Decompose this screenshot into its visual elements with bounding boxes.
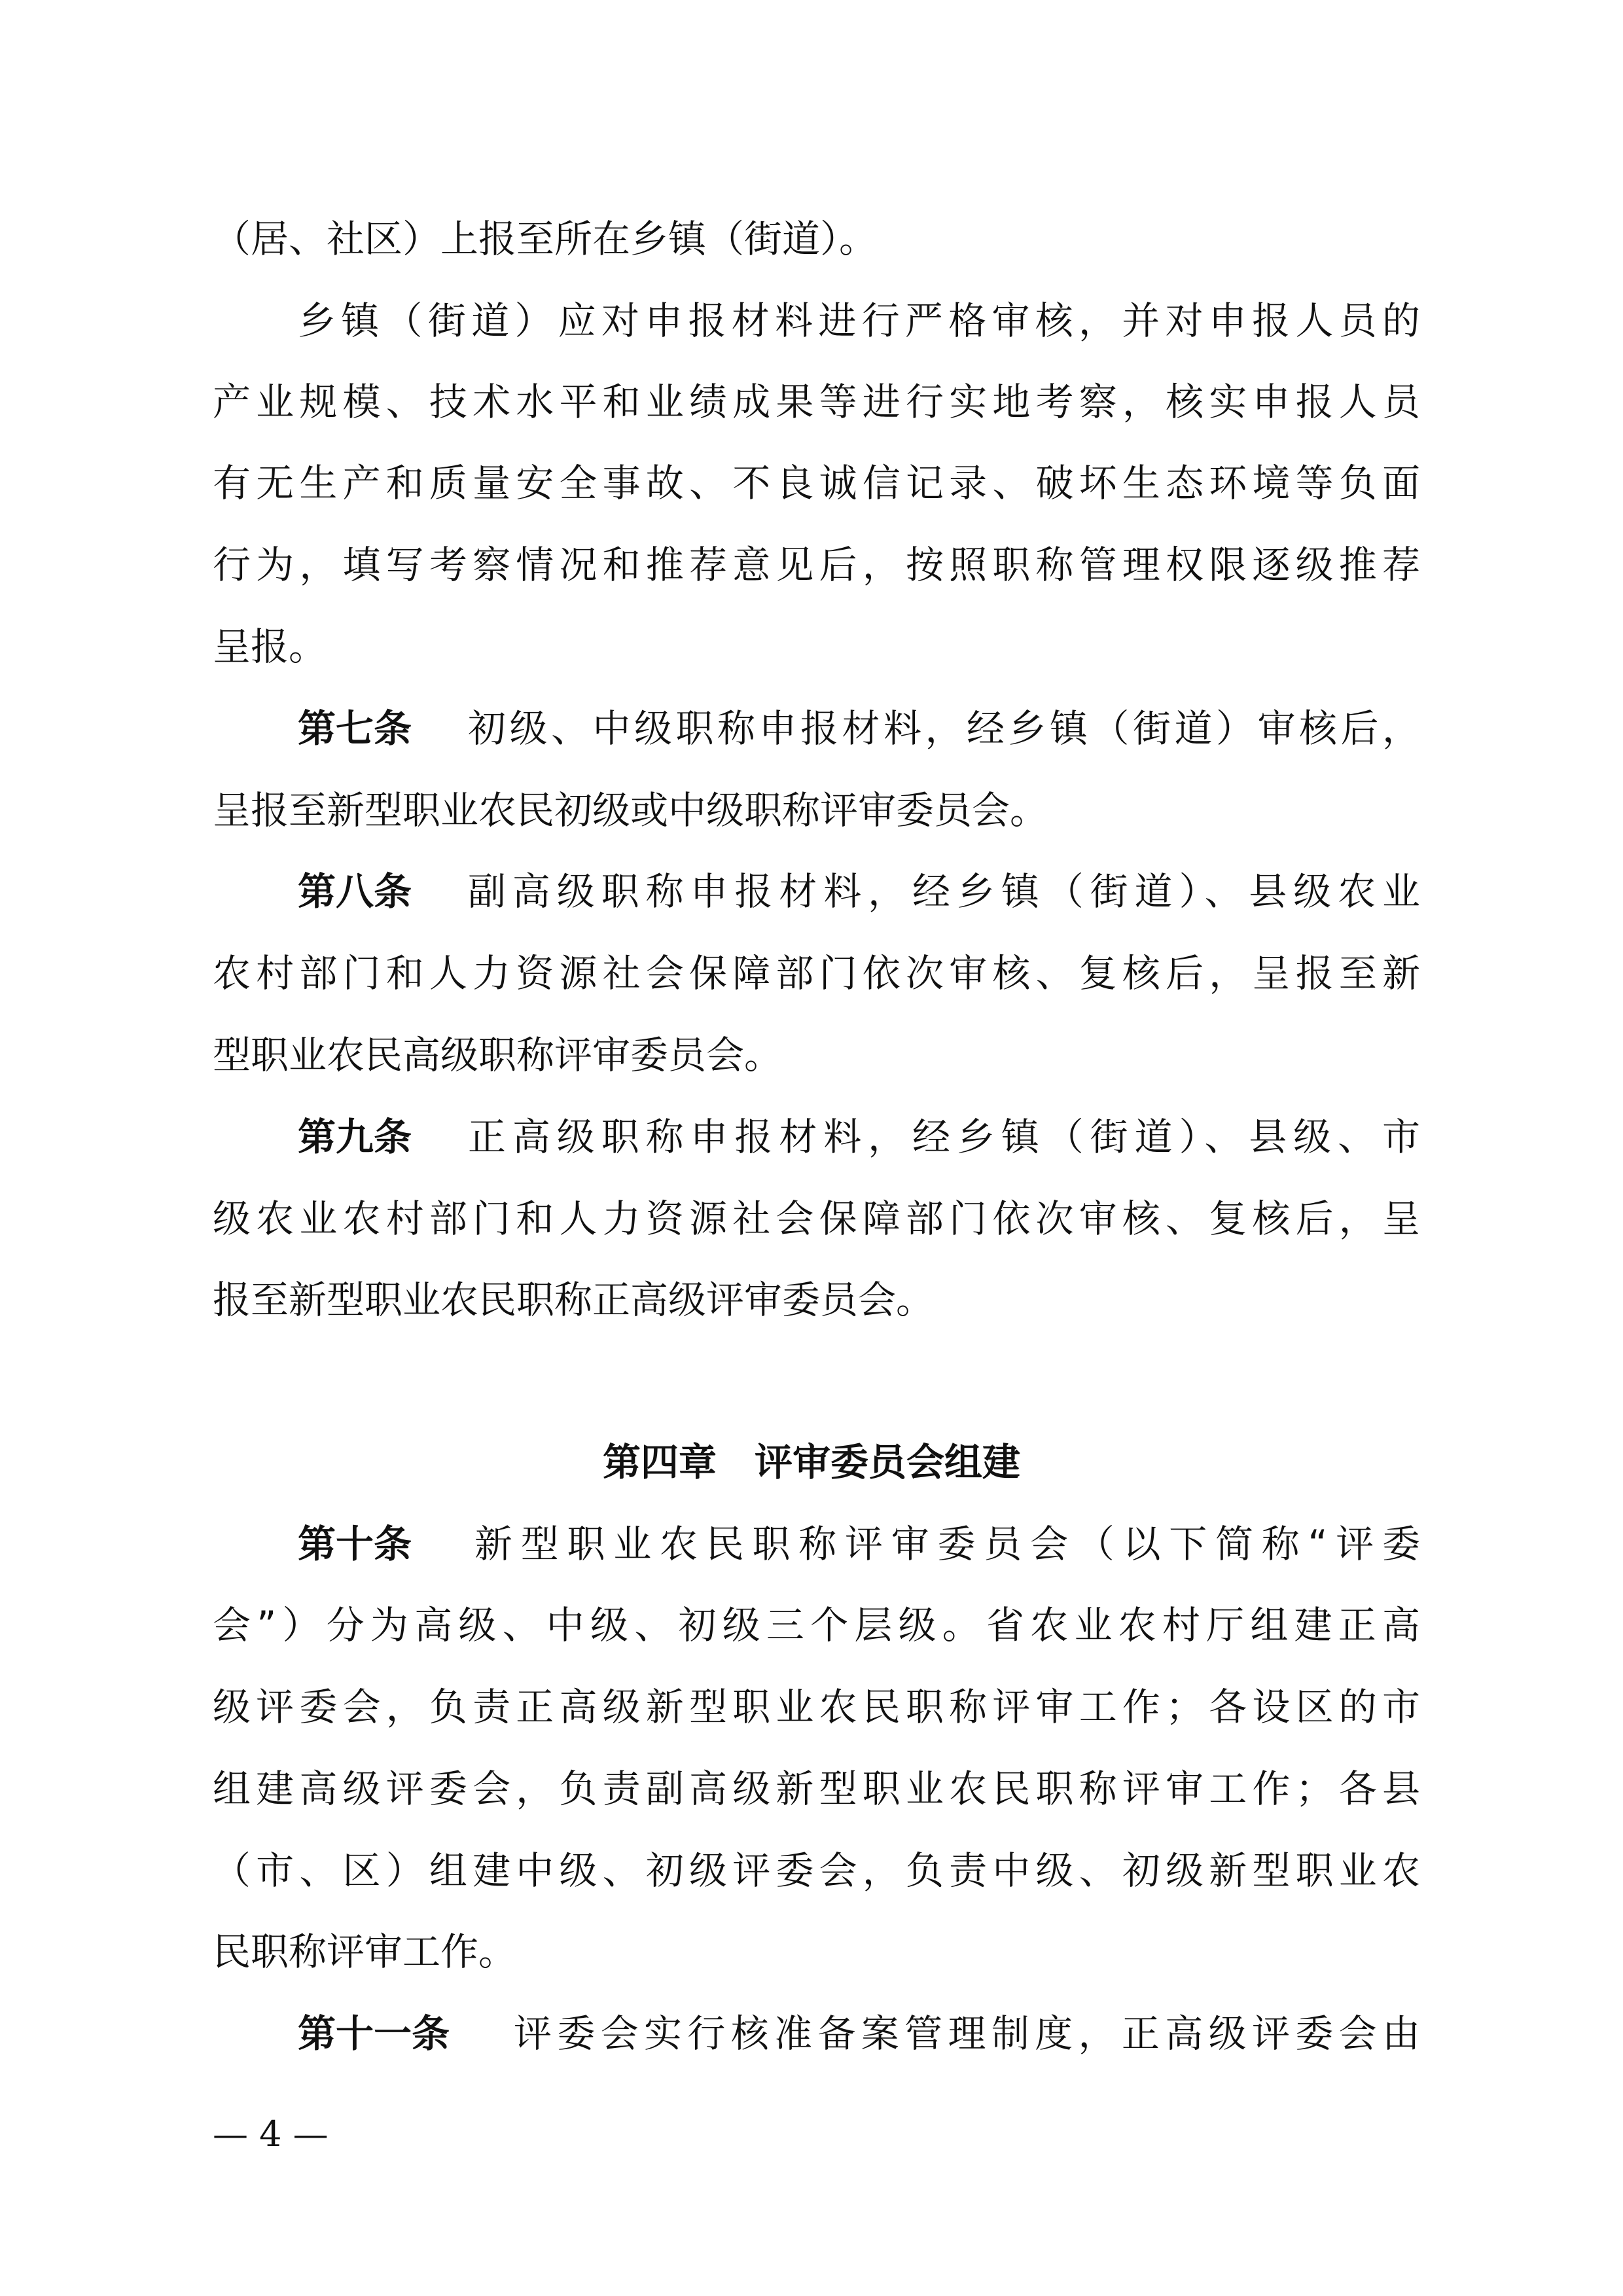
article-7-label: 第七条 [298,706,412,751]
article-10-label: 第十条 [298,1522,412,1566]
article-11-label: 第十一条 [298,2011,450,2056]
paragraph-line: 级评委会，负责正高级新型职业农民职称评审工作；各设区的市 [213,1685,1420,1729]
chapter-heading: 第四章 评审委员会组建 [602,1440,1020,1484]
paragraph-line: 新型职业农民职称评审委员会（以下简称“评委 [474,1522,1420,1566]
paragraph-line: （市、区）组建中级、初级评委会，负责中级、初级新型职业农 [213,1848,1420,1893]
paragraph-line: 副高级职称申报材料，经乡镇（街道）、县级农业 [468,869,1420,914]
article-9-label: 第九条 [298,1115,412,1159]
page-number: — 4 — [213,2113,329,2155]
paragraph-line: 有无生产和质量安全事故、不良诚信记录、破坏生态环境等负面 [213,461,1420,505]
paragraph-line: （居、社区）上报至所在乡镇（街道）。 [213,217,878,261]
paragraph-line: 评委会实行核准备案管理制度，正高级评委会由 [514,2011,1420,2056]
paragraph-line: 会”）分为高级、中级、初级三个层级。省农业农村厅组建正高 [213,1603,1420,1647]
paragraph-line: 正高级职称申报材料，经乡镇（街道）、县级、市 [468,1115,1420,1159]
article-8-label: 第八条 [298,869,412,914]
paragraph-line: 初级、中级职称申报材料，经乡镇（街道）审核后， [468,706,1420,751]
paragraph-line: 报至新型职业农民职称正高级评审委员会。 [213,1278,935,1322]
paragraph-line: 乡镇（街道）应对申报材料进行严格审核，并对申报人员的 [298,298,1420,343]
paragraph-line: 民职称评审工作。 [213,1929,517,1974]
paragraph-line: 呈报至新型职业农民初级或中级职称评审委员会。 [213,788,1048,833]
paragraph-line: 型职业农民高级职称评审委员会。 [213,1033,783,1077]
paragraph-line: 呈报。 [213,624,327,669]
paragraph-line: 产业规模、技术水平和业绩成果等进行实地考察，核实申报人员 [213,380,1420,424]
paragraph-line: 组建高级评委会，负责副高级新型职业农民职称评审工作；各县 [213,1767,1420,1811]
paragraph-line: 级农业农村部门和人力资源社会保障部门依次审核、复核后，呈 [213,1196,1420,1241]
paragraph-line: 农村部门和人力资源社会保障部门依次审核、复核后，呈报至新 [213,951,1420,996]
paragraph-line: 行为，填写考察情况和推荐意见后，按照职称管理权限逐级推荐 [213,543,1420,587]
